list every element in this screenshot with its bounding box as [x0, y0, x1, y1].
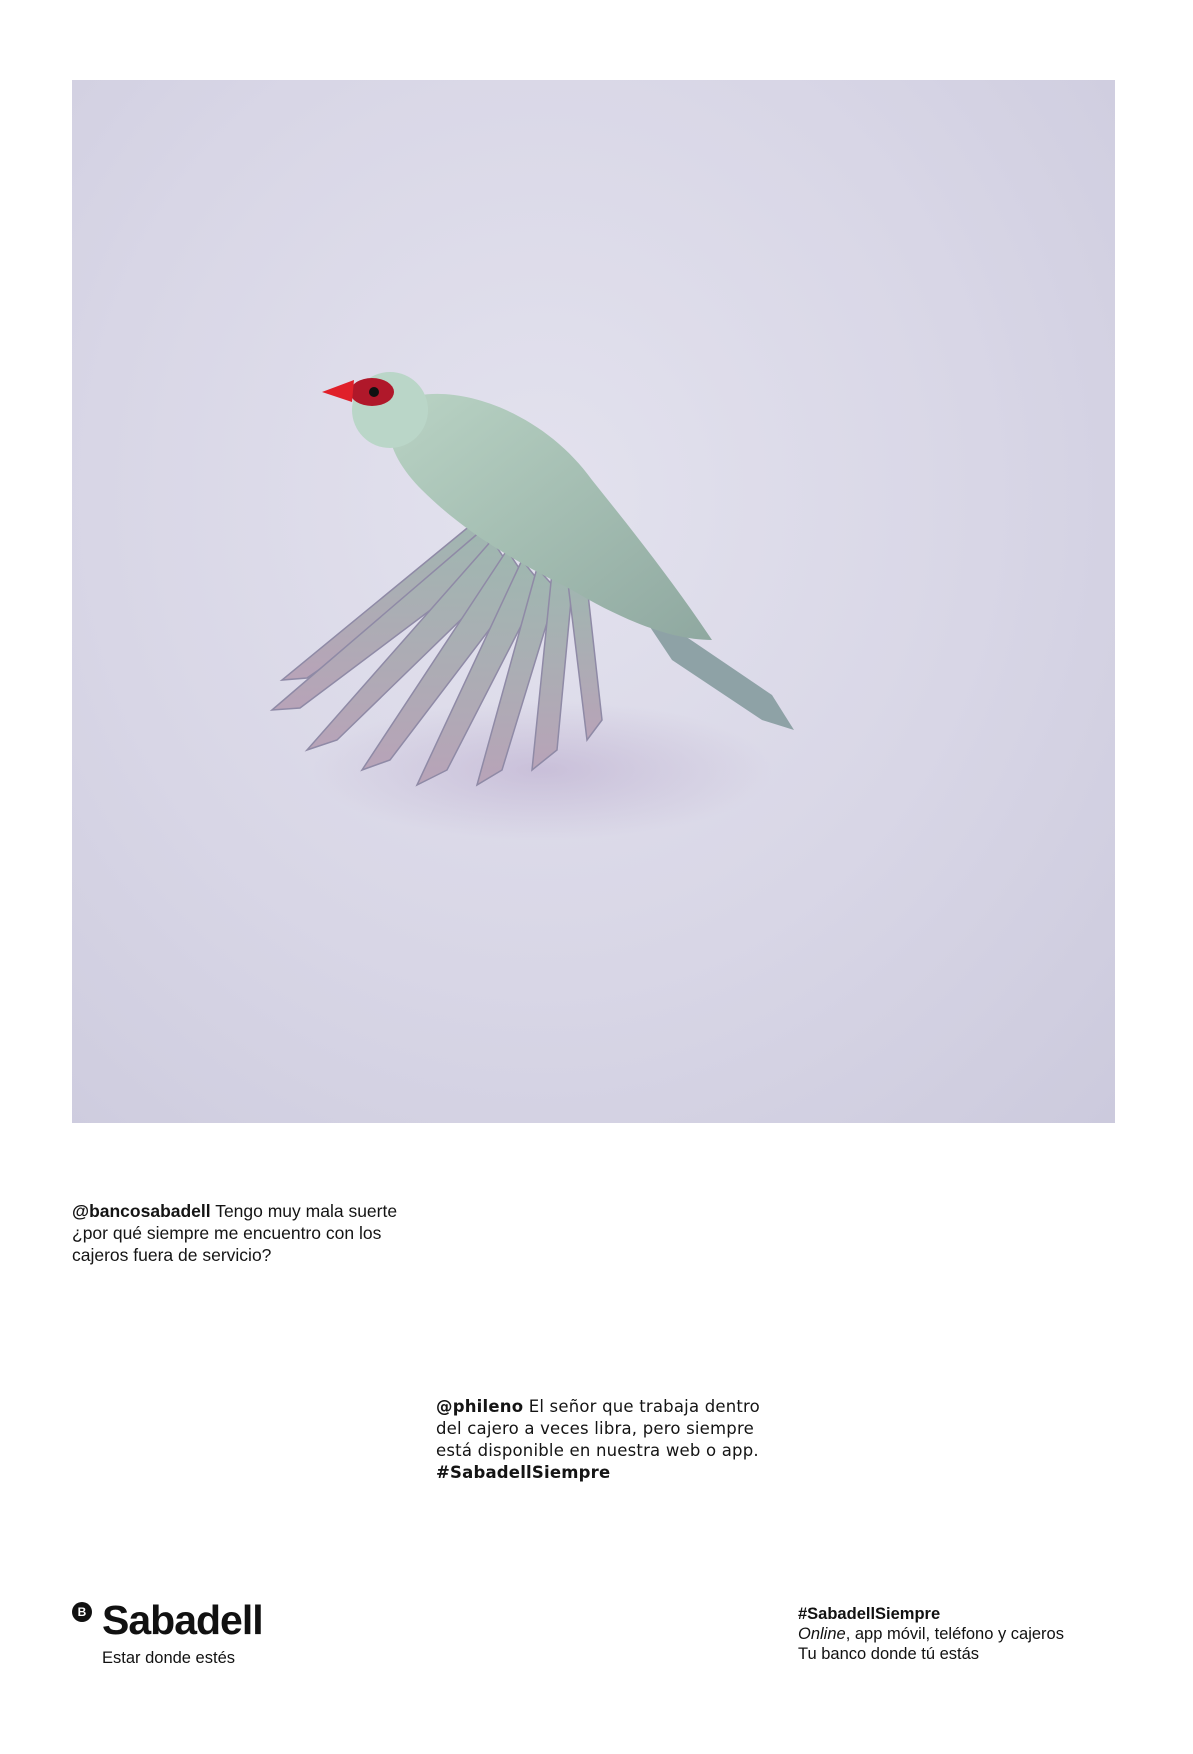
tweet-hashtag: #SabadellSiempre	[436, 1463, 611, 1482]
tweet-handle: @bancosabadell	[72, 1201, 211, 1221]
brand-name: Sabadell	[102, 1597, 263, 1643]
bird-in-flight-icon	[72, 80, 1115, 1123]
tweet-text: Tengo muy mala suerte ¿por qué siempre me encuentro con los cajeros fuera de servicio?	[72, 1201, 398, 1265]
footer-online: Online	[798, 1625, 846, 1643]
brand-tagline: Estar donde estés	[102, 1649, 235, 1667]
footer-hashtag: #SabadellSiempre	[798, 1605, 941, 1623]
footer-block	[798, 1604, 1138, 1664]
bird-beak	[322, 380, 354, 402]
footer-channels	[798, 1624, 1138, 1644]
tweet-handle: @phileno	[436, 1397, 524, 1416]
tweet-question	[72, 1200, 412, 1266]
brand-block	[72, 1598, 332, 1678]
sabadell-logo-icon: B	[72, 1602, 92, 1622]
footer-slogan: Tu banco donde tú estás	[798, 1645, 980, 1663]
bird-photo	[72, 80, 1115, 1123]
tweet-text: El señor que trabaja dentro del cajero a veces libra, pero siempre está disponible en nuestra web o app.	[436, 1397, 760, 1460]
bird-eye	[369, 387, 379, 397]
footer-channels-rest: , app móvil, teléfono y cajeros	[845, 1625, 1064, 1643]
tweet-reply	[436, 1396, 766, 1484]
